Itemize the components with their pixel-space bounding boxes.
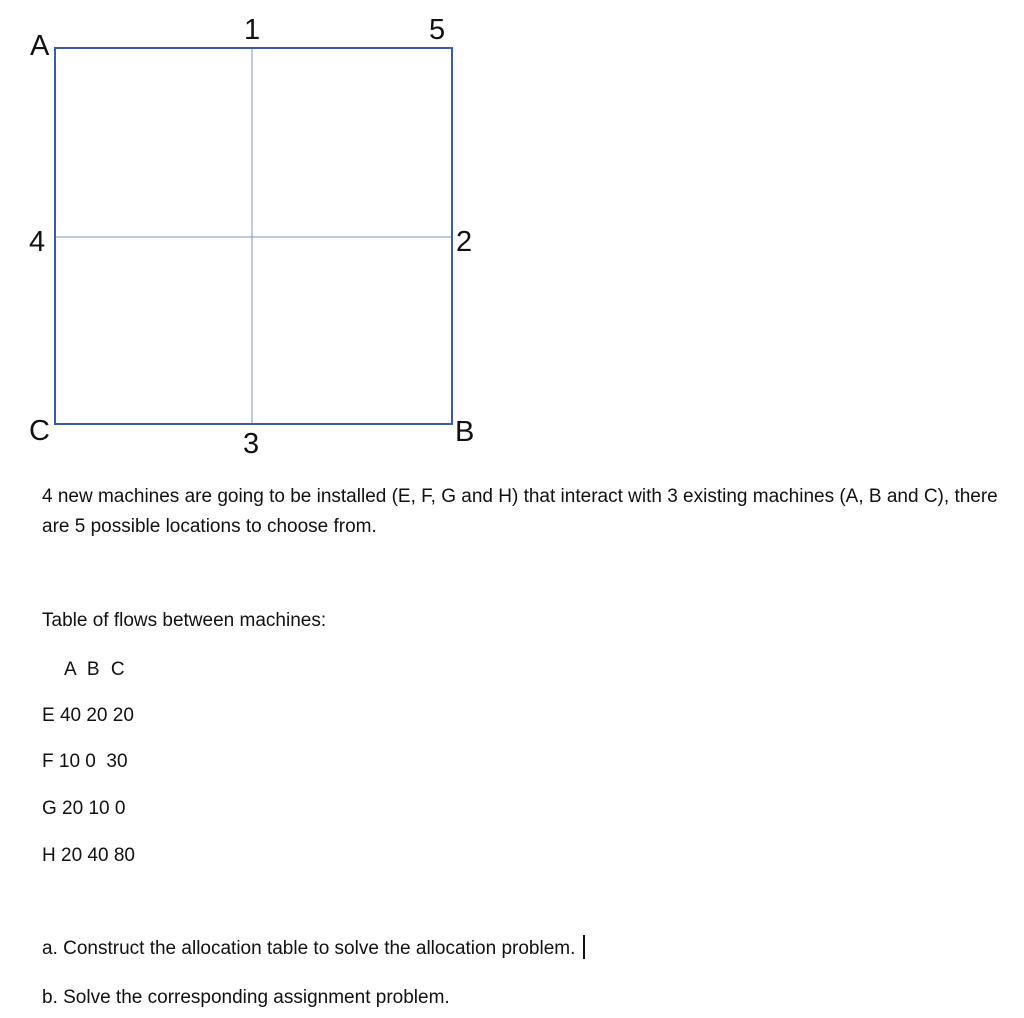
text-cursor: [583, 935, 585, 959]
question-a: [42, 934, 585, 964]
flow-row-f: F 10 0 30: [42, 751, 128, 772]
location-5-label: 5: [429, 14, 446, 46]
location-2-label: 2: [456, 226, 473, 258]
flow-table-caption: Table of flows between machines:: [42, 610, 327, 631]
flow-row-h: H 20 40 80: [42, 845, 135, 866]
layout-diagram: [0, 0, 520, 470]
machine-b-label: B: [455, 416, 475, 448]
problem-statement: 4 new machines are going to be installed (E, F, G and H) that interact with 3 existing machines (A, B and C), there are 5 possible locations to choose from.: [42, 486, 998, 537]
machine-c-label: C: [29, 415, 50, 447]
location-1-label: 1: [244, 14, 261, 46]
location-4-label: 4: [29, 226, 46, 258]
floor-boundary: [55, 48, 452, 424]
flow-table-header: A B C: [64, 659, 125, 680]
machine-a-label: A: [30, 30, 50, 62]
layout-grid: [0, 0, 520, 470]
flow-row-g: G 20 10 0: [42, 798, 126, 819]
question-a-text: a. Construct the allocation table to solve the allocation problem.: [42, 938, 576, 959]
location-3-label: 3: [243, 428, 260, 460]
flow-row-e: E 40 20 20: [42, 705, 134, 726]
question-b: b. Solve the corresponding assignment problem.: [42, 987, 450, 1008]
